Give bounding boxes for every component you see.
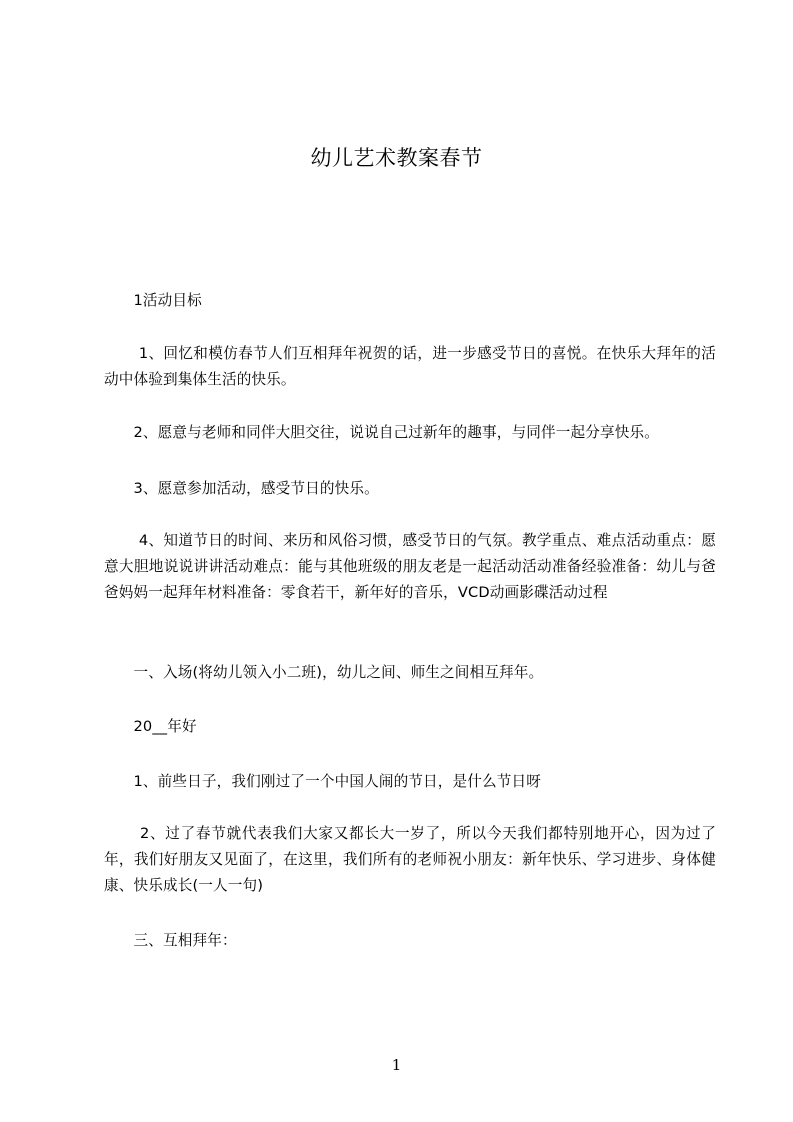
paragraph-goal-4: 4、知道节日的时间、来历和风俗习惯，感受节日的气氛。教学重点、难点活动重点：愿意大胆地说说讲讲活动难点：能与其他班级的朋友老是一起活动活动准备经验准备：幼儿与爸爸妈妈一起拜年材料准备：零食若干，新年好的音乐，VCD动画影碟活动过程 bbox=[104, 532, 716, 601]
paragraph-question-1: 1、前些日子，我们刚过了一个中国人闹的节日，是什么节日呀 bbox=[104, 773, 542, 790]
paragraph-goal-1: 1、回忆和模仿春节人们互相拜年祝贺的话，进一步感受节日的喜悦。在快乐大拜年的活动中体验到集体生活的快乐。 bbox=[104, 345, 716, 388]
paragraph-new-year: 20__年好 bbox=[104, 718, 197, 735]
paragraph-goal-3: 3、愿意参加活动，感受节日的快乐。 bbox=[104, 480, 379, 497]
page-number: 1 bbox=[391, 1056, 402, 1074]
paragraph-question-2: 2、过了春节就代表我们大家又都长大一岁了，所以今天我们都特别地开心，因为过了年，我们好朋友又见面了，在这里，我们所有的老师祝小朋友：新年快乐、学习进步、身体健康、快乐成长(一人一句) bbox=[104, 825, 716, 894]
paragraph-step-3: 三、互相拜年： bbox=[104, 932, 237, 949]
document-title: 幼儿艺术教案春节 bbox=[310, 146, 483, 170]
paragraph-activity-goals: 1活动目标 bbox=[104, 292, 202, 309]
paragraph-goal-2: 2、愿意与老师和同伴大胆交往，说说自己过新年的趣事，与同伴一起分享快乐。 bbox=[104, 424, 659, 441]
paragraph-step-1: 一、入场(将幼儿领入小二班)，幼儿之间、师生之间相互拜年。 bbox=[104, 664, 544, 681]
